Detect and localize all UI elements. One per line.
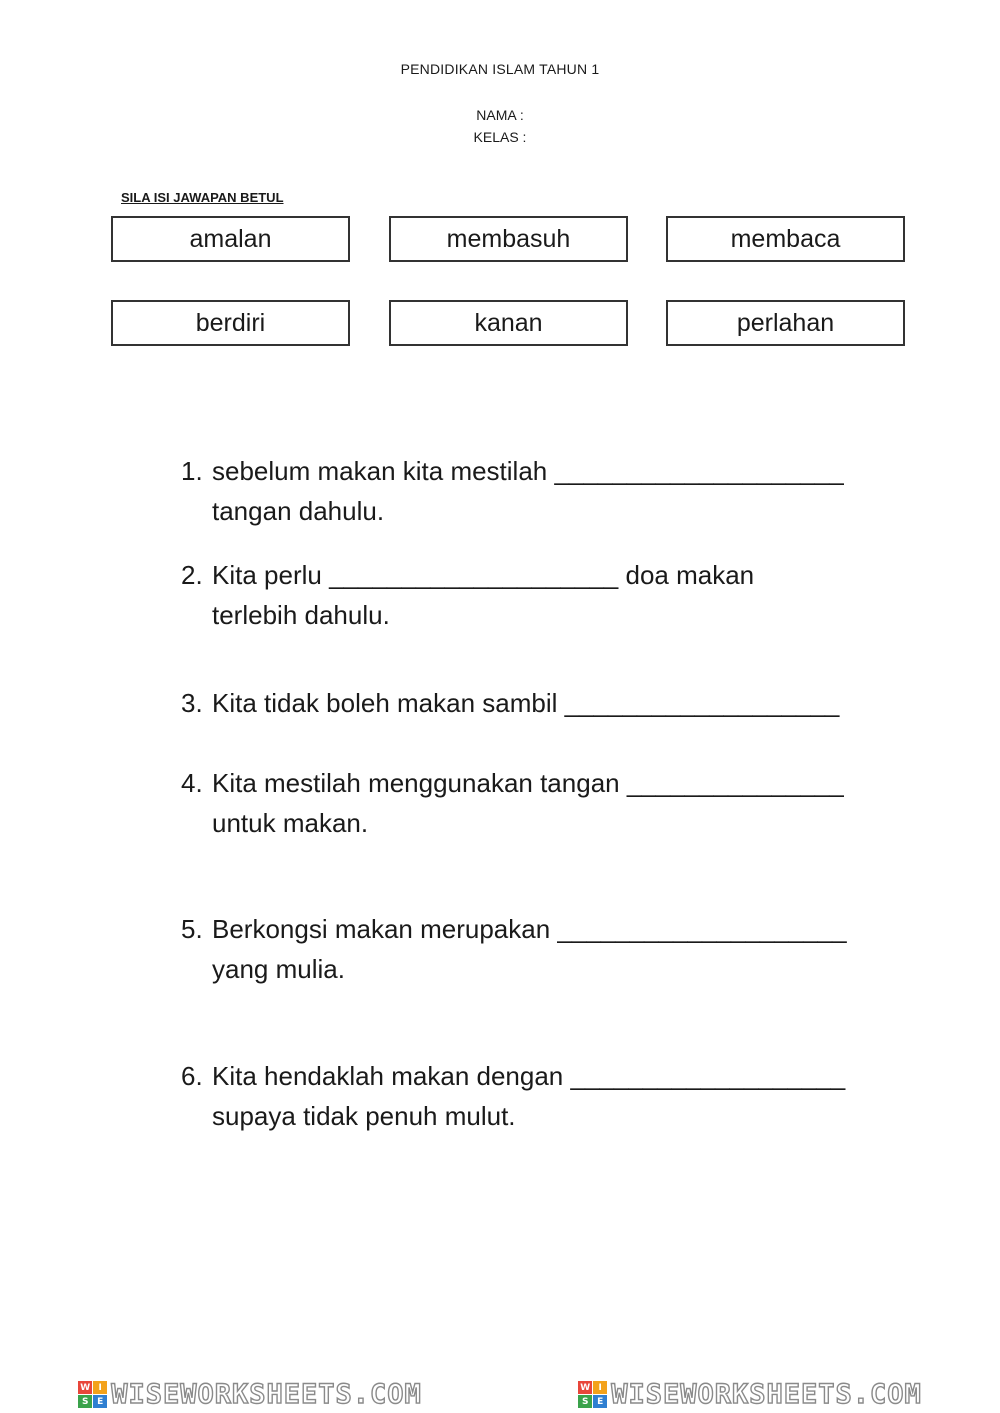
page-title: PENDIDIKAN ISLAM TAHUN 1 <box>400 61 600 77</box>
word-bank-box-membaca: membaca <box>666 216 905 262</box>
question-1 <box>181 451 844 531</box>
instruction-heading: SILA ISI JAWAPAN BETUL <box>121 190 284 205</box>
question-continuation: yang mulia. <box>212 954 345 984</box>
question-continuation: untuk makan. <box>212 808 369 838</box>
question-number: 4. <box>181 768 203 798</box>
question-text: Kita hendaklah makan dengan ___________________ <box>212 1061 846 1091</box>
question-continuation: supaya tidak penuh mulut. <box>212 1101 516 1131</box>
question-6 <box>181 1056 845 1136</box>
watermark-text: WISEWORKSHEETS.COM <box>611 1379 922 1410</box>
watermark-footer <box>0 1376 1000 1413</box>
word-bank-box-perlahan: perlahan <box>666 300 905 346</box>
word-bank-box-amalan: amalan <box>111 216 350 262</box>
question-text: Kita tidak boleh makan sambil ___________________ <box>212 688 840 718</box>
question-3 <box>181 683 839 723</box>
word-bank-box-membasuh: membasuh <box>389 216 628 262</box>
question-4 <box>181 763 844 843</box>
watermark-logo-icon: W I S E <box>78 1381 107 1408</box>
question-number: 3. <box>181 688 203 718</box>
watermark-text: WISEWORKSHEETS.COM <box>111 1379 422 1410</box>
watermark-link[interactable] <box>78 1379 422 1410</box>
watermark-logo-icon: W I S E <box>578 1381 607 1408</box>
question-number: 1. <box>181 456 203 486</box>
question-text: Kita perlu ____________________ doa makan <box>212 560 755 590</box>
watermark-link[interactable] <box>578 1379 922 1410</box>
question-number: 5. <box>181 914 203 944</box>
question-text: sebelum makan kita mestilah ____________________ <box>212 456 844 486</box>
question-2 <box>181 555 754 635</box>
question-continuation: tangan dahulu. <box>212 496 385 526</box>
word-bank-box-kanan: kanan <box>389 300 628 346</box>
question-text: Kita mestilah menggunakan tangan _______________ <box>212 768 844 798</box>
word-bank-box-berdiri: berdiri <box>111 300 350 346</box>
question-number: 2. <box>181 560 203 590</box>
question-continuation: terlebih dahulu. <box>212 600 390 630</box>
question-number: 6. <box>181 1061 203 1091</box>
question-5 <box>181 909 847 989</box>
kelas-label: KELAS : <box>473 129 527 145</box>
nama-label: NAMA : <box>476 107 524 123</box>
question-text: Berkongsi makan merupakan ____________________ <box>212 914 847 944</box>
